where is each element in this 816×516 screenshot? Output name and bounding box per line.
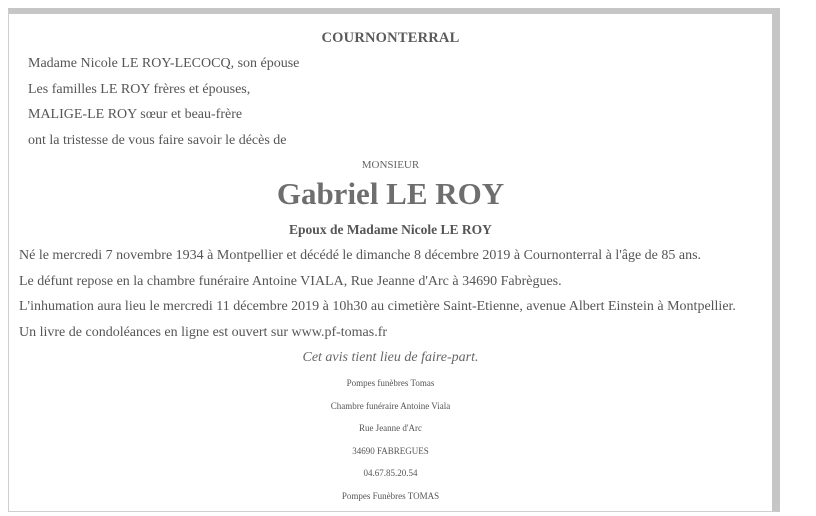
honorific-title: MONSIEUR [361,159,420,171]
contact-line: Pompes funèbres Tomas [346,378,435,388]
faire-part-note: Cet avis tient lieu de faire-part. [302,350,479,365]
family-line: MALIGE-LE ROY sœur et beau-frère [28,107,243,122]
family-line: ont la tristesse de vous faire savoir le décès de [28,133,287,148]
spouse-line: Epoux de Madame Nicole LE ROY [289,222,492,237]
contact-phone: 04.67.85.20.54 [363,468,418,478]
condolence-line: Un livre de condoléances en ligne est ouvert sur www.pf-tomas.fr [19,325,388,340]
repose-line: Le défunt repose en la chambre funéraire Antoine VIALA, Rue Jeanne d'Arc à 34690 Fabrègues. [19,274,562,289]
birth-death-line: Né le mercredi 7 novembre 1934 à Montpellier et décédé le dimanche 8 décembre 2019 à Cournonterral à l'âge de 85 ans. [19,248,702,263]
family-line: Les familles LE ROY frères et épouses, [28,82,251,97]
burial-line: L'inhumation aura lieu le mercredi 11 décembre 2019 à 10h30 au cimetière Saint-Etienne, avenue Albert Einstein à Montpellier. [19,299,736,314]
contact-line: 34690 FABREGUES [352,446,429,456]
contact-line: Rue Jeanne d'Arc [358,423,423,433]
contact-line: Chambre funéraire Antoine Viala [330,401,451,411]
location-heading: COURNONTERRAL [321,30,460,46]
contact-line: Pompes Funèbres TOMAS [341,491,440,501]
family-line: Madame Nicole LE ROY-LECOCQ, son épouse [28,56,300,71]
obituary-notice [8,8,780,512]
deceased-name: Gabriel LE ROY [276,176,505,211]
